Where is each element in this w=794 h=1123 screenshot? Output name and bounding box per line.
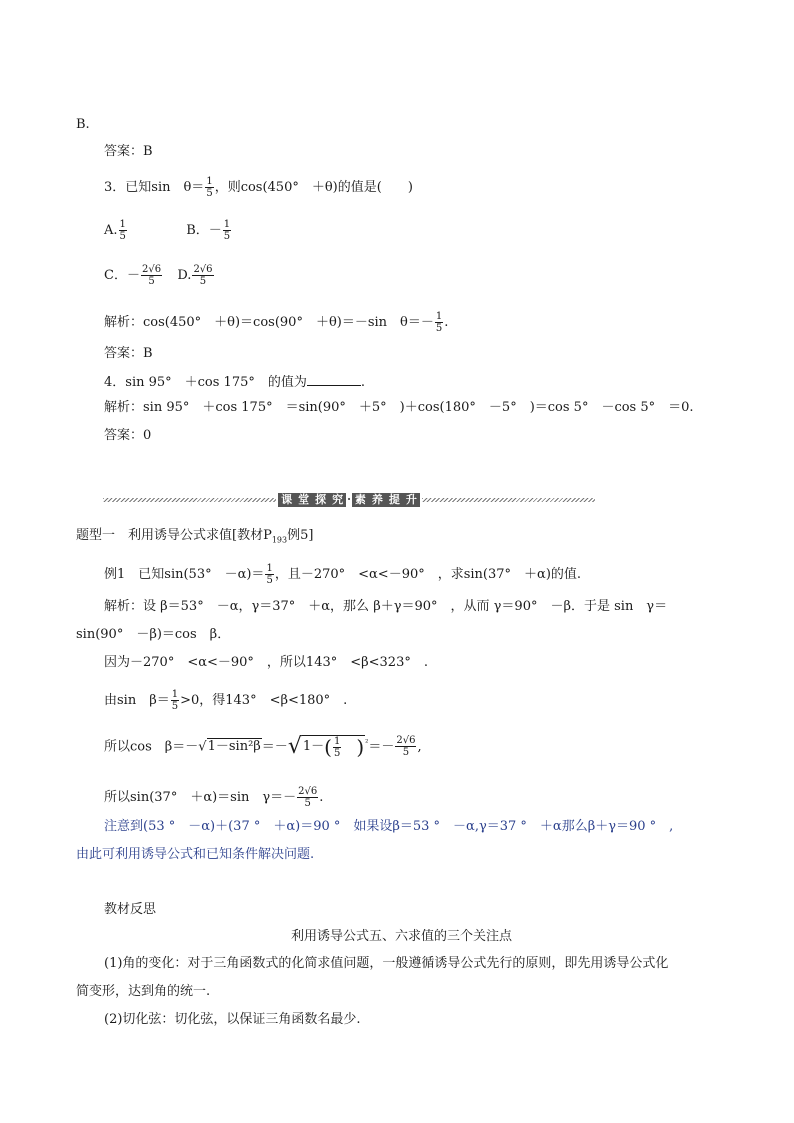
q3-suffix: ，则cos(450° ＋θ)的值是( ) bbox=[214, 180, 413, 195]
reflection-p1a: (1)角的变化：对于三角函数式的化简求值问题，一般遵循诱导公式先行的原则，即先用诱导公式化 bbox=[104, 956, 669, 971]
q3-opt-d-frac bbox=[192, 264, 213, 287]
q3-analysis bbox=[104, 311, 448, 334]
right-paren: ) bbox=[356, 735, 365, 760]
banner-char: 究 bbox=[329, 493, 346, 507]
q3-analysis-num: 1 bbox=[435, 311, 443, 322]
example1-text-b: ，且－270° <α<－90° ，求sin(37° ＋α)的值. bbox=[274, 567, 582, 582]
q3-opt-b-label: B．－ bbox=[186, 223, 222, 238]
solution-6-num: 2√6 bbox=[298, 786, 318, 797]
q3-opt-d-den: 5 bbox=[199, 276, 207, 287]
reflection-p2: (2)切化弦：切化弦，以保证三角函数名最少. bbox=[104, 1012, 361, 1027]
solution-5-square: ² bbox=[365, 738, 369, 747]
example1-num: 1 bbox=[266, 563, 273, 574]
q3-opt-d-label: D. bbox=[177, 268, 192, 283]
q3-opt-a-frac bbox=[119, 219, 127, 242]
banner-dot: · bbox=[347, 493, 351, 506]
q3-analysis-den: 5 bbox=[435, 323, 443, 334]
solution-line-3: 因为－270° <α<－90° ，所以143° <β<323° . bbox=[104, 655, 428, 670]
q3-opt-c-frac bbox=[141, 264, 162, 287]
solution-5-big-root bbox=[302, 735, 365, 759]
q3-opt-b-den: 5 bbox=[223, 231, 231, 242]
solution-line-5 bbox=[104, 734, 422, 759]
left-paren: ( bbox=[324, 735, 332, 760]
solution-4-den: 5 bbox=[171, 701, 179, 712]
q3-opt-b-frac bbox=[223, 219, 231, 242]
solution-4-text-a: 由sin β＝ bbox=[104, 693, 170, 708]
type1-title bbox=[76, 527, 313, 550]
solution-5-end: , bbox=[417, 739, 422, 755]
section-divider bbox=[103, 494, 595, 506]
q4-answer-blank bbox=[307, 373, 361, 386]
example1-text-a: 例1 已知sin(53° －α)＝ bbox=[104, 567, 265, 582]
solution-line-6 bbox=[104, 786, 323, 809]
q3-question bbox=[104, 176, 413, 199]
solution-5-root: 1－sin²β bbox=[207, 739, 261, 755]
solution-5-inner-den: 5 bbox=[333, 747, 341, 759]
q4-answer: 答案：0 bbox=[104, 428, 152, 443]
q4-question-end: . bbox=[360, 375, 366, 390]
q4-question bbox=[104, 373, 365, 392]
q3-opt-a-label: A. bbox=[104, 223, 118, 238]
example1-frac bbox=[265, 563, 273, 586]
q3-options-ab bbox=[104, 219, 232, 242]
example1 bbox=[104, 563, 581, 586]
q3-opt-c-label: C．－ bbox=[104, 268, 140, 283]
type1-title-end: 例5] bbox=[287, 528, 314, 543]
q4-analysis: 解析：sin 95° ＋cos 175° ＝sin(90° ＋5° )＋cos(180° －5° )＝cos 5° －cos 5° ＝0. bbox=[104, 400, 694, 415]
solution-4-text-b: >0，得143° <β<180° . bbox=[180, 693, 348, 708]
solution-4-frac bbox=[171, 689, 179, 712]
solution-6-text-a: 所以sin(37° ＋α)＝sin γ＝－ bbox=[104, 790, 297, 805]
divider-hatch-left bbox=[103, 498, 276, 502]
divider-hatch-right bbox=[422, 498, 595, 502]
q3-analysis-text: 解析：cos(450° ＋θ)＝cos(90° ＋θ)＝－sin θ＝－ bbox=[104, 315, 434, 330]
solution-6-den: 5 bbox=[304, 798, 311, 809]
reflection-heading: 教材反思 bbox=[104, 902, 157, 917]
example1-den: 5 bbox=[266, 575, 273, 586]
q3-analysis-end: . bbox=[444, 315, 449, 330]
q3-opt-a-num: 1 bbox=[119, 219, 126, 230]
banner-char: 素 bbox=[352, 493, 369, 507]
q3-options-cd bbox=[104, 264, 215, 287]
solution-line-4 bbox=[104, 689, 347, 712]
solution-line-1: 解析：设 β＝53° －α，γ＝37° ＋α，那么 β＋γ＝90° ，从而 γ＝90° －β．于是 sin γ＝ bbox=[104, 599, 668, 614]
q2-answer: 答案：B bbox=[104, 144, 153, 159]
banner-char: 升 bbox=[403, 493, 420, 507]
type1-title-text: 题型一 利用诱导公式求值[教材P bbox=[76, 528, 272, 543]
solution-5-inner-a: 1－ bbox=[302, 739, 325, 755]
note-line-1: 注意到(53 ° －α)＋(37 ° ＋α)＝90 ° 如果设β＝53 ° －α,γ＝37 ° ＋α那么β＋γ＝90 ° , bbox=[104, 819, 674, 834]
section-banner bbox=[278, 493, 420, 507]
q3-opt-b-num: 1 bbox=[223, 219, 231, 230]
banner-char: 养 bbox=[369, 493, 386, 507]
solution-5-num: 2√6 bbox=[396, 735, 416, 747]
solution-line-2: sin(90° －β)＝cos β． bbox=[76, 627, 231, 642]
reflection-title: 利用诱导公式五、六求值的三个关注点 bbox=[291, 929, 513, 944]
q3-opt-c-num: 2√6 bbox=[141, 264, 162, 275]
reflection-p1b: 简变形，达到角的统一. bbox=[76, 984, 211, 999]
banner-char: 探 bbox=[312, 493, 329, 507]
solution-5-inner-num: 1 bbox=[333, 735, 341, 747]
q3-frac-den: 5 bbox=[206, 188, 213, 199]
banner-char: 提 bbox=[386, 493, 403, 507]
solution-5-frac bbox=[395, 735, 416, 758]
q3-analysis-frac bbox=[435, 311, 443, 334]
solution-6-end: . bbox=[319, 790, 324, 805]
q3-answer: 答案：B bbox=[104, 346, 153, 361]
q3-prefix: 3．已知sin θ＝ bbox=[104, 180, 205, 195]
solution-5-text-b: ＝－ bbox=[261, 739, 288, 755]
q2-option-b: B. bbox=[76, 117, 90, 132]
q3-opt-a-den: 5 bbox=[119, 231, 126, 242]
solution-4-num: 1 bbox=[171, 689, 179, 700]
solution-5-den: 5 bbox=[402, 747, 410, 759]
q4-question-text: 4．sin 95° ＋cos 175° 的值为 bbox=[104, 375, 307, 390]
solution-5-inner-frac bbox=[333, 736, 341, 759]
q3-opt-c-den: 5 bbox=[148, 276, 155, 287]
note-line-2: 由此可利用诱导公式和已知条件解决问题. bbox=[76, 847, 315, 862]
q3-frac-num: 1 bbox=[206, 176, 213, 187]
sqrt-sign: √ bbox=[198, 739, 207, 755]
big-sqrt-sign: √ bbox=[287, 733, 302, 759]
q3-opt-d-num: 2√6 bbox=[193, 264, 213, 275]
type1-title-sub: 193 bbox=[271, 535, 288, 545]
solution-5-text-a: 所以cos β＝－ bbox=[104, 739, 199, 755]
banner-char: 课 bbox=[278, 493, 295, 507]
solution-5-text-c: ＝－ bbox=[368, 739, 395, 755]
banner-char: 堂 bbox=[295, 493, 312, 507]
q3-fraction bbox=[205, 176, 213, 199]
solution-6-frac bbox=[297, 786, 318, 809]
